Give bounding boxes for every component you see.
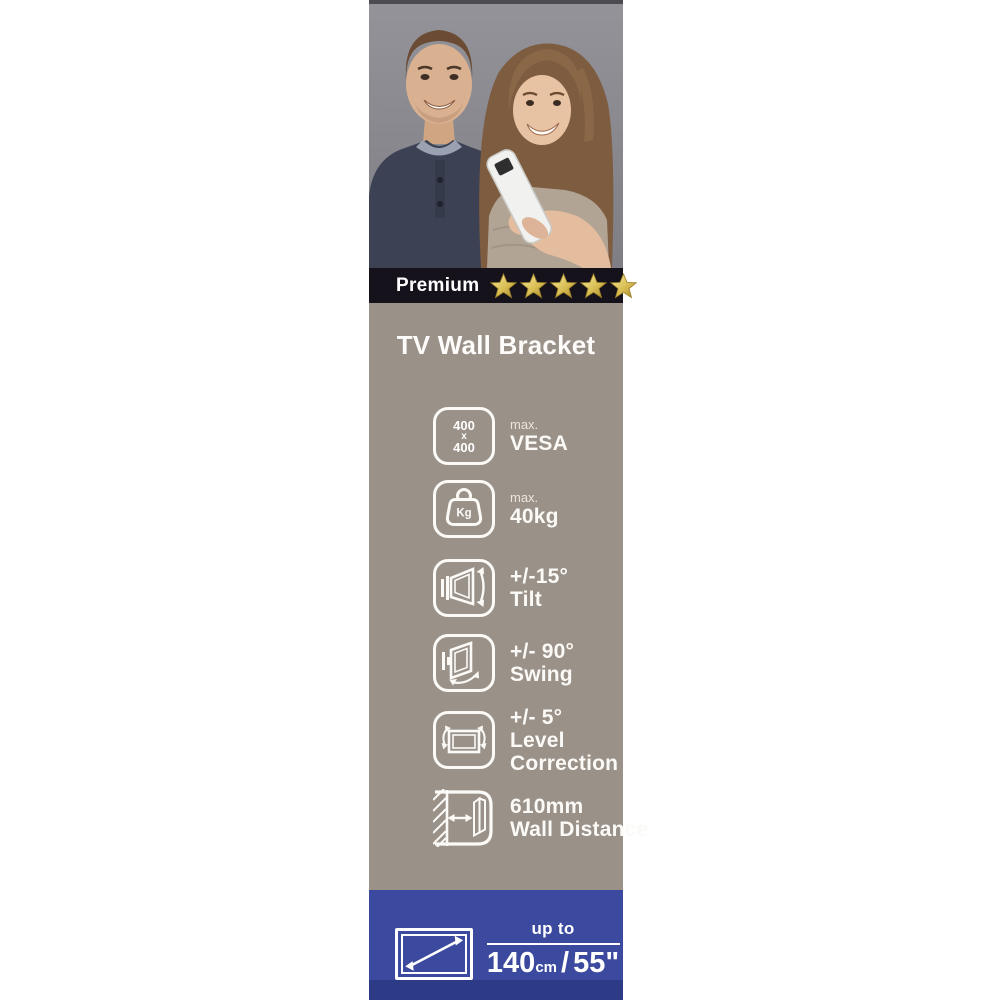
wall-distance-icon [433, 789, 495, 847]
weight-prefix: max. [510, 489, 539, 505]
level-label-1: Level [510, 728, 565, 752]
vesa-prefix: max. [510, 416, 539, 432]
size-inch-value: 55" [573, 947, 620, 979]
screen-diagonal-icon [395, 928, 473, 980]
size-cm-unit: cm [535, 959, 557, 976]
spec-section [369, 303, 649, 890]
star-icon [580, 273, 607, 299]
footer-strip [369, 980, 623, 1000]
swing-value: +/- 90° [510, 640, 575, 663]
feature-max-weight [433, 479, 559, 539]
size-separator: / [561, 947, 570, 979]
max-weight-icon [433, 480, 495, 538]
feature-level-correction [433, 705, 619, 775]
premium-label: Premium [396, 274, 480, 296]
divider-line [487, 943, 620, 945]
level-value: +/- 5° [510, 705, 563, 729]
kg-badge: Kg [456, 507, 472, 520]
swing-icon [433, 634, 495, 692]
premium-stars [490, 273, 637, 299]
tilt-value: +/-15° [510, 565, 569, 588]
weight-value: 40kg [510, 504, 559, 528]
vesa-height: 400 [453, 439, 475, 455]
tilt-label: Tilt [510, 588, 542, 611]
star-icon [550, 273, 577, 299]
size-text-block [485, 919, 621, 983]
level-label-2: Correction [510, 751, 619, 775]
wall-distance-value: 610mm [510, 795, 584, 818]
size-values [487, 948, 619, 983]
star-icon [610, 273, 637, 299]
page-title: TV Wall Bracket [396, 330, 596, 360]
lifestyle-photo [369, 0, 623, 268]
feature-vesa [433, 406, 568, 466]
vesa-x: x [461, 430, 467, 442]
level-correction-icon [433, 711, 495, 769]
feature-wall-distance [433, 788, 648, 848]
size-cm-value: 140 [486, 947, 536, 979]
vesa-value: VESA [510, 431, 568, 455]
product-banner [369, 0, 649, 1000]
swing-label: Swing [510, 663, 573, 686]
feature-tilt [433, 558, 568, 618]
size-panel [369, 890, 623, 1000]
vesa-icon [433, 407, 495, 465]
vesa-width: 400 [453, 417, 475, 433]
tilt-icon [433, 559, 495, 617]
star-icon [490, 273, 517, 299]
star-icon [520, 273, 547, 299]
wall-distance-label: Wall Distance [510, 818, 649, 841]
feature-swing [433, 633, 574, 693]
premium-bar [369, 268, 623, 303]
up-to-label: up to [531, 919, 575, 938]
couple-with-remote-illustration [369, 0, 623, 268]
